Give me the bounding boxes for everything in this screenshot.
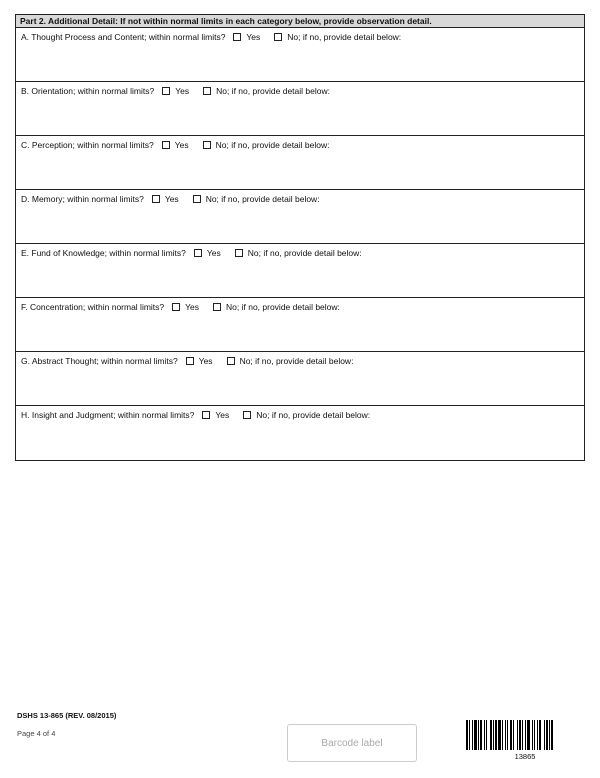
question-label: C. Perception; within normal limits?: [21, 140, 154, 150]
barcode-image: [466, 720, 584, 750]
yes-checkbox[interactable]: [162, 141, 170, 149]
barcode-bar: [484, 720, 485, 750]
yes-label: Yes: [164, 194, 179, 204]
barcode-bar: [480, 720, 482, 750]
barcode-bar: [486, 720, 487, 750]
barcode-bar: [522, 720, 523, 750]
yes-checkbox[interactable]: [162, 87, 170, 95]
barcode-bar: [493, 720, 494, 750]
detail-textarea[interactable]: [21, 204, 584, 242]
barcode-bar: [513, 720, 514, 750]
barcode-label-box: Barcode label: [287, 724, 417, 762]
barcode-bar: [546, 720, 548, 750]
no-checkbox[interactable]: [213, 303, 221, 311]
barcode-bar: [495, 720, 497, 750]
section-h: [16, 406, 584, 460]
question-line: [21, 194, 584, 204]
no-checkbox[interactable]: [203, 141, 211, 149]
section-b: [16, 82, 584, 136]
barcode-bar: [490, 720, 492, 750]
barcode-bar: [466, 720, 468, 750]
page-number: Page 4 of 4: [17, 729, 56, 738]
observation-form: [15, 14, 585, 461]
section-f: [16, 298, 584, 352]
detail-textarea[interactable]: [21, 258, 584, 296]
barcode-bar: [510, 720, 512, 750]
no-label: No; if no, provide detail below:: [256, 410, 371, 420]
detail-textarea[interactable]: [21, 420, 584, 458]
question-label: B. Orientation; within normal limits?: [21, 86, 155, 96]
yes-checkbox[interactable]: [172, 303, 180, 311]
barcode-bar: [539, 720, 541, 750]
yes-checkbox[interactable]: [233, 33, 241, 41]
yes-label: Yes: [174, 140, 189, 150]
section-d: [16, 190, 584, 244]
barcode-bar: [537, 720, 538, 750]
barcode-bar: [517, 720, 518, 750]
yes-label: Yes: [185, 302, 200, 312]
detail-textarea[interactable]: [21, 366, 584, 404]
yes-checkbox[interactable]: [186, 357, 194, 365]
barcode-bar: [534, 720, 535, 750]
yes-checkbox[interactable]: [202, 411, 210, 419]
section-g: [16, 352, 584, 406]
question-line: [21, 140, 584, 150]
barcode-bar: [527, 720, 530, 750]
sections-container: [16, 28, 584, 460]
no-checkbox[interactable]: [193, 195, 201, 203]
no-label: No; if no, provide detail below:: [247, 248, 362, 258]
no-checkbox[interactable]: [243, 411, 251, 419]
no-checkbox[interactable]: [203, 87, 211, 95]
question-line: [21, 32, 584, 42]
no-label: No; if no, provide detail below:: [216, 86, 330, 96]
detail-textarea[interactable]: [21, 312, 584, 350]
question-label: F. Concentration; within normal limits?: [21, 302, 165, 312]
no-label: No; if no, provide detail below:: [239, 356, 354, 366]
yes-label: Yes: [215, 410, 230, 420]
no-label: No; if no, provide detail below:: [215, 140, 330, 150]
barcode-bar: [505, 720, 506, 750]
form-id: DSHS 13-865 (REV. 08/2015): [17, 711, 117, 720]
question-label: G. Abstract Thought; within normal limits?: [21, 356, 178, 366]
yes-label: Yes: [206, 248, 221, 258]
no-label: No; if no, provide detail below:: [226, 302, 340, 312]
section-e: [16, 244, 584, 298]
barcode-bar: [469, 720, 470, 750]
question-line: [21, 356, 584, 366]
barcode-bar: [474, 720, 477, 750]
question-line: [21, 410, 584, 420]
yes-label: Yes: [246, 32, 261, 42]
yes-label: Yes: [198, 356, 213, 366]
no-label: No; if no, provide detail below:: [287, 32, 402, 42]
section-c: [16, 136, 584, 190]
no-checkbox[interactable]: [227, 357, 235, 365]
barcode-bar: [478, 720, 479, 750]
no-label: No; if no, provide detail below:: [205, 194, 320, 204]
question-line: [21, 248, 584, 258]
section-a: [16, 28, 584, 82]
yes-label: Yes: [175, 86, 190, 96]
barcode-bar: [472, 720, 473, 750]
question-line: [21, 302, 584, 312]
part-2-header: Part 2. Additional Detail: If not within normal limits in each category below, provide observation detail.: [16, 15, 584, 28]
question-label: A. Thought Process and Content; within normal limits?: [21, 32, 226, 42]
detail-textarea[interactable]: [21, 96, 584, 134]
detail-textarea[interactable]: [21, 150, 584, 188]
question-label: E. Fund of Knowledge; within normal limits?: [21, 248, 186, 258]
detail-textarea[interactable]: [21, 42, 584, 80]
no-checkbox[interactable]: [235, 249, 243, 257]
barcode-bar: [544, 720, 545, 750]
question-label: D. Memory; within normal limits?: [21, 194, 144, 204]
barcode-bar: [549, 720, 550, 750]
question-line: [21, 86, 584, 96]
barcode-bar: [551, 720, 553, 750]
barcode-bar: [532, 720, 533, 750]
yes-checkbox[interactable]: [152, 195, 160, 203]
no-checkbox[interactable]: [274, 33, 282, 41]
barcode-bar: [519, 720, 521, 750]
yes-checkbox[interactable]: [194, 249, 202, 257]
barcode-bar: [502, 720, 503, 750]
question-label: H. Insight and Judgment; within normal limits?: [21, 410, 195, 420]
barcode-number: 13865: [514, 752, 536, 761]
barcode-bar: [525, 720, 526, 750]
barcode-bar: [507, 720, 508, 750]
barcode-bar: [498, 720, 501, 750]
